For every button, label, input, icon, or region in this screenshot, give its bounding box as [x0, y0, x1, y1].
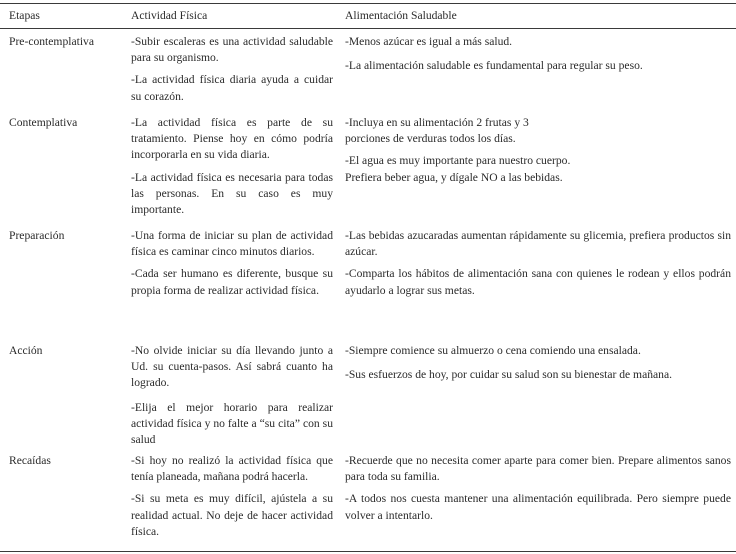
food-tip: -Comparta los hábitos de alimentación sana con quienes le rodean y ellos podrán ayudarlo a lograr sus metas. — [345, 267, 731, 297]
food-cell — [345, 228, 731, 305]
stage-cell: Recaídas — [9, 454, 51, 467]
activity-tip: -Si su meta es muy difícil, ajústela a su realidad actual. No deje de hacer actividad física. — [131, 492, 333, 538]
activity-tip: -Elija el mejor horario para realizar actividad física y no falte a “su cita” con su salud — [131, 400, 333, 447]
activity-tip: -Una forma de iniciar su plan de actividad física es caminar cinco minutos diarios. — [131, 229, 333, 259]
table-header-rule — [0, 28, 736, 29]
food-tip: -Incluya en su alimentación 2 frutas y 3 — [345, 116, 529, 129]
food-tip: -Siempre comience su almuerzo o cena comiendo una ensalada. — [345, 344, 641, 357]
activity-tip: -La actividad física diaria ayuda a cuidar su corazón. — [131, 73, 333, 103]
activity-tip: -La actividad física es parte de su tratamiento. Piense hoy en cómo podría incorporarla en su vida diaria. — [131, 116, 333, 162]
food-cell — [345, 34, 731, 80]
stage-cell: Preparación — [9, 229, 65, 242]
food-cell — [345, 453, 731, 530]
header-stage: Etapas — [9, 9, 40, 22]
activity-cell — [131, 115, 333, 224]
stage-cell: Acción — [9, 344, 43, 357]
activity-cell — [131, 453, 333, 546]
table-bottom-rule — [0, 551, 736, 552]
header-food: Alimentación Saludable — [345, 9, 457, 22]
stage-cell: Pre-contemplativa — [9, 35, 94, 48]
food-tip: -Recuerde que no necesita comer aparte para comer bien. Prepare alimentos sanos para toda su familia. — [345, 454, 731, 484]
activity-tip: -Cada ser humano es diferente, busque su propia forma de realizar actividad física. — [131, 267, 333, 297]
food-tip: -El agua es muy importante para nuestro cuerpo. — [345, 154, 571, 168]
activity-tip: -Subir escaleras es una actividad saludable para su organismo. — [131, 35, 333, 65]
activity-tip: -Si hoy no realizó la actividad física que tenía planeada, mañana podrá hacerla. — [131, 454, 333, 484]
food-tip: -Las bebidas azucaradas aumentan rápidamente su glicemia, prefiera productos sin azúcar. — [345, 229, 731, 259]
activity-tip: -La actividad física es necesaria para todas las personas. En su caso es muy importante. — [131, 170, 333, 217]
activity-tip: -No olvide iniciar su día llevando junto a Ud. su cuenta-pasos. Así sabrá cuanto ha logrado. — [131, 344, 333, 390]
food-tip: -Menos azúcar es igual a más salud. — [345, 35, 513, 48]
food-cell — [345, 115, 731, 192]
food-cell — [345, 343, 731, 389]
activity-cell — [131, 343, 333, 454]
activity-cell — [131, 34, 333, 111]
food-tip: -A todos nos cuesta mantener una alimentación equilibrada. Pero siempre puede volver a intentarlo. — [345, 492, 731, 522]
table-top-rule — [0, 3, 736, 4]
food-tip: porciones de verduras todos los días. — [345, 132, 516, 146]
header-activity: Actividad Física — [131, 9, 208, 22]
stage-cell: Contemplativa — [9, 116, 78, 129]
activity-cell — [131, 228, 333, 305]
food-tip: -Sus esfuerzos de hoy, por cuidar su salud son su bienestar de mañana. — [345, 368, 673, 382]
food-tip: Prefiera beber agua, y dígale NO a las bebidas. — [345, 170, 563, 184]
food-tip: -La alimentación saludable es fundamental para regular su peso. — [345, 59, 643, 73]
